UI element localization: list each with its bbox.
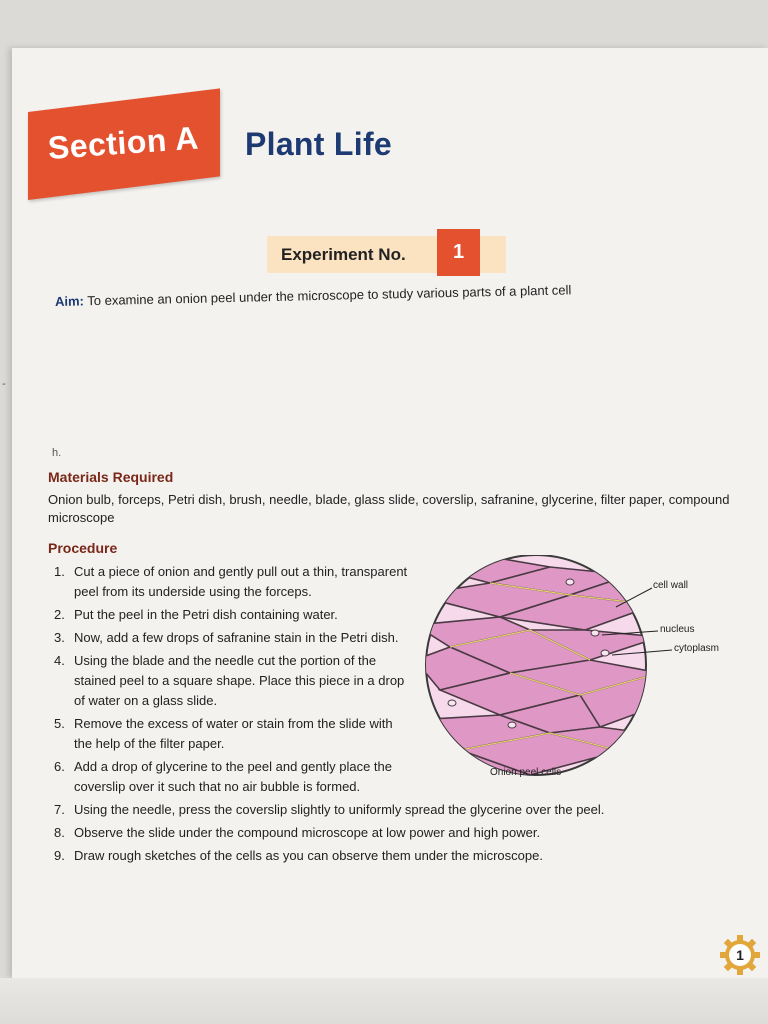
step-text: Cut a piece of onion and gently pull out a thin, transparent peel from its underside using the forceps. — [74, 564, 408, 599]
experiment-box-tab — [480, 236, 506, 273]
step-text: Observe the slide under the compound microscope at low power and high power. — [74, 825, 541, 840]
figure-caption: Onion peel cells — [490, 767, 562, 778]
experiment-label: Experiment No. — [281, 245, 406, 264]
procedure-step — [54, 714, 410, 754]
procedure-step — [54, 651, 410, 711]
step-number: 1. — [54, 564, 65, 579]
aim-label: Aim: — [54, 293, 85, 309]
procedure-heading: Procedure — [48, 540, 118, 556]
step-text: Add a drop of glycerine to the peel and gently place the coverslip over it such that no air bubble is formed. — [74, 759, 392, 794]
materials-heading: Materials Required — [48, 469, 174, 485]
procedure-step — [54, 628, 410, 648]
procedure-step — [54, 800, 654, 820]
procedure-step — [54, 757, 410, 797]
experiment-number: 1 — [437, 229, 480, 276]
page-number: 1 — [736, 947, 744, 963]
procedure-step — [54, 846, 654, 866]
procedure-step — [54, 823, 654, 843]
gear-icon — [718, 933, 762, 977]
step-text: Using the blade and the needle cut the portion of the stained peel to a square shape. Place this piece in a drop of water on a glass slide. — [74, 653, 405, 708]
procedure-step — [54, 605, 410, 625]
step-number: 3. — [54, 630, 65, 645]
step-number: 4. — [54, 653, 65, 668]
materials-text: Onion bulb, forceps, Petri dish, brush, needle, blade, glass slide, coverslip, safranine, glycerine, filter paper, compound microscope — [48, 492, 730, 525]
page-bottom-shadow — [0, 978, 768, 1024]
step-text: Remove the excess of water or stain from the slide with the help of the filter paper. — [74, 716, 393, 751]
aim-text: To examine an onion peel under the microscope to study various parts of a plant cell — [87, 282, 572, 309]
stray-mark: - — [2, 378, 6, 390]
page-title: Plant Life — [245, 126, 393, 162]
step-number: 8. — [54, 825, 65, 840]
step-number: 2. — [54, 607, 65, 622]
label-cell-wall: cell wall — [653, 580, 689, 591]
step-number: 9. — [54, 848, 65, 863]
step-text: Draw rough sketches of the cells as you can observe them under the microscope. — [74, 848, 543, 863]
step-text: Now, add a few drops of safranine stain in the Petri dish. — [74, 630, 399, 645]
section-badge: Section A — [46, 119, 200, 166]
stray-mark: h. — [52, 447, 62, 459]
procedure-step — [54, 562, 410, 602]
step-number: 7. — [54, 802, 65, 817]
step-number: 6. — [54, 759, 65, 774]
step-text: Using the needle, press the coverslip slightly to uniformly spread the glycerine over the peel. — [74, 802, 605, 817]
step-number: 5. — [54, 716, 65, 731]
label-cytoplasm: cytoplasm — [674, 643, 720, 654]
page-number-badge — [718, 933, 762, 977]
onion-cells-illustration — [420, 555, 750, 785]
step-text: Put the peel in the Petri dish containing water. — [74, 607, 338, 622]
label-nucleus: nucleus — [660, 624, 695, 635]
onion-peel-figure — [420, 555, 750, 785]
